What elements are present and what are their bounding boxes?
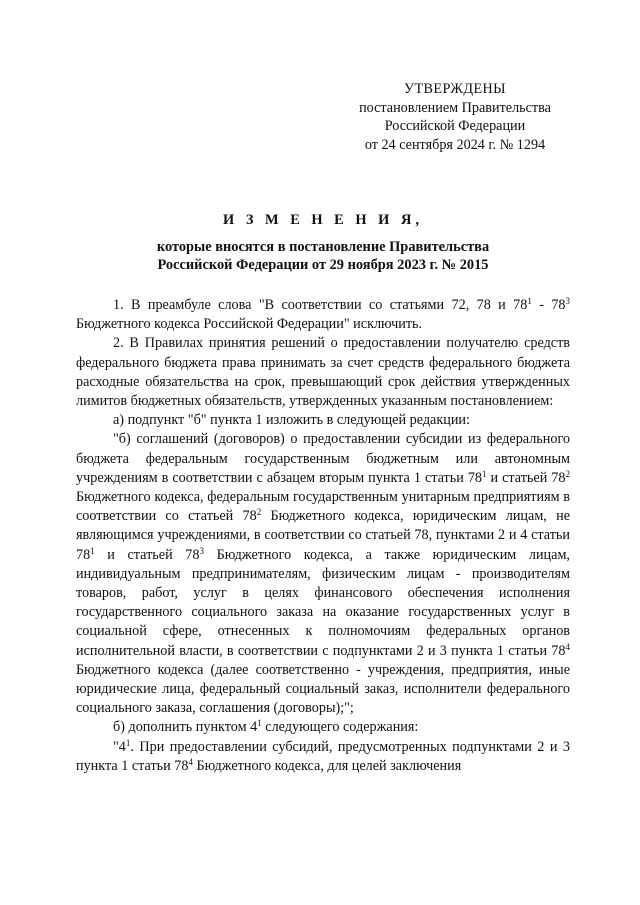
superscript: 2 (565, 468, 570, 479)
paragraph-2: 2. В Правилах принятия решений о предоставлении получателю средств федерального бюджета права принимать за счет средств федерального бюджета расходные обязательства на срок, превышающий срок действия утвержденных лимитов бюджетных обязательств, утвержденных указанным постановлением: (76, 335, 570, 410)
text-run: следующего содержания: (261, 719, 419, 736)
text-run: Бюджетного кодекса, федеральным государственным унитарным предприятиям в соответствии со статьей 78 (76, 489, 570, 525)
text-run: "б) соглашений (договоров) о предоставлении субсидии из федерального бюджета федеральным государственным бюджетным или автономным учреждениям в соответствии с абзацем вторым пункта 1 статьи 78 (76, 431, 570, 486)
text-run: Бюджетного кодекса Российской Федерации" исключить. (76, 316, 423, 333)
document-body (76, 296, 570, 776)
text-run: Бюджетного кодекса, для целей заключения (192, 757, 462, 774)
approval-date: от 24 сентября 2024 г. № 1294 (364, 136, 546, 153)
paragraph-3: а) подпункт "б" пункта 1 изложить в следующей редакции: (113, 412, 470, 429)
document-title: И З М Е Н Е Н И Я, (223, 212, 423, 228)
text-run: Бюджетного кодекса, а также юридическим лицам, индивидуальным предпринимателям, физическим лицам - производителям товаров, работ, услуг в целях финансового обеспечения исполнения государственного социального заказа на оказание государственных услуг в социальной сфере, отнесенных к полномочиям федеральных органов исполнительной власти, в соответствии с подпунктами 2 и 3 пункта 1 статьи 78 (76, 546, 570, 659)
document-heading (76, 211, 570, 274)
superscript: 1 (90, 545, 95, 556)
text-run: и статьей 78 (486, 469, 566, 486)
superscript: 3 (199, 545, 204, 556)
superscript: 1 (482, 468, 487, 479)
superscript: 1 (125, 737, 131, 748)
text-run: и статьей 78 (94, 546, 200, 563)
paragraph-6 (76, 738, 570, 776)
text-run: . При предоставлении субсидий, предусмотренных подпунктами 2 и 3 пункта 1 статьи 78 (76, 738, 570, 774)
text-run: Бюджетного кодекса (далее соответственно - учреждения, предприятия, иные юридические лица, федеральный социальный заказ, исполнители федерального социального заказа, соглашения (договоры);"; (76, 661, 570, 717)
text-run: "4 (113, 738, 126, 755)
document-subtitle: Российской Федерации от 29 ноября 2023 г. № 2015 (157, 257, 489, 273)
superscript: 4 (188, 756, 193, 767)
text-run: - 78 (531, 297, 566, 313)
approval-block (340, 80, 570, 154)
approval-line: Российской Федерации (384, 118, 526, 134)
approval-stamp: УТВЕРЖДЕНЫ (404, 81, 506, 97)
document-subtitle: которые вносятся в постановление Правительства (156, 239, 490, 255)
superscript: 4 (565, 641, 570, 652)
approval-line: постановлением Правительства (359, 99, 551, 116)
superscript: 1 (527, 296, 532, 306)
superscript: 3 (565, 296, 571, 306)
paragraph-1 (76, 296, 570, 334)
text-run: б) дополнить пунктом 4 (113, 719, 258, 736)
paragraph-4 (76, 430, 570, 718)
text-run: Бюджетного кодекса, юридическим лицам, не являющимся учреждениями, в соответствии со статьей 78, пунктами 2 и 4 статьи 78 (76, 508, 571, 563)
superscript: 1 (257, 718, 262, 729)
superscript: 2 (256, 507, 262, 518)
text-run: 1. В преамбуле слова "В соответствии со статьями 72, 78 и 78 (113, 297, 528, 313)
paragraph-5 (76, 718, 570, 737)
